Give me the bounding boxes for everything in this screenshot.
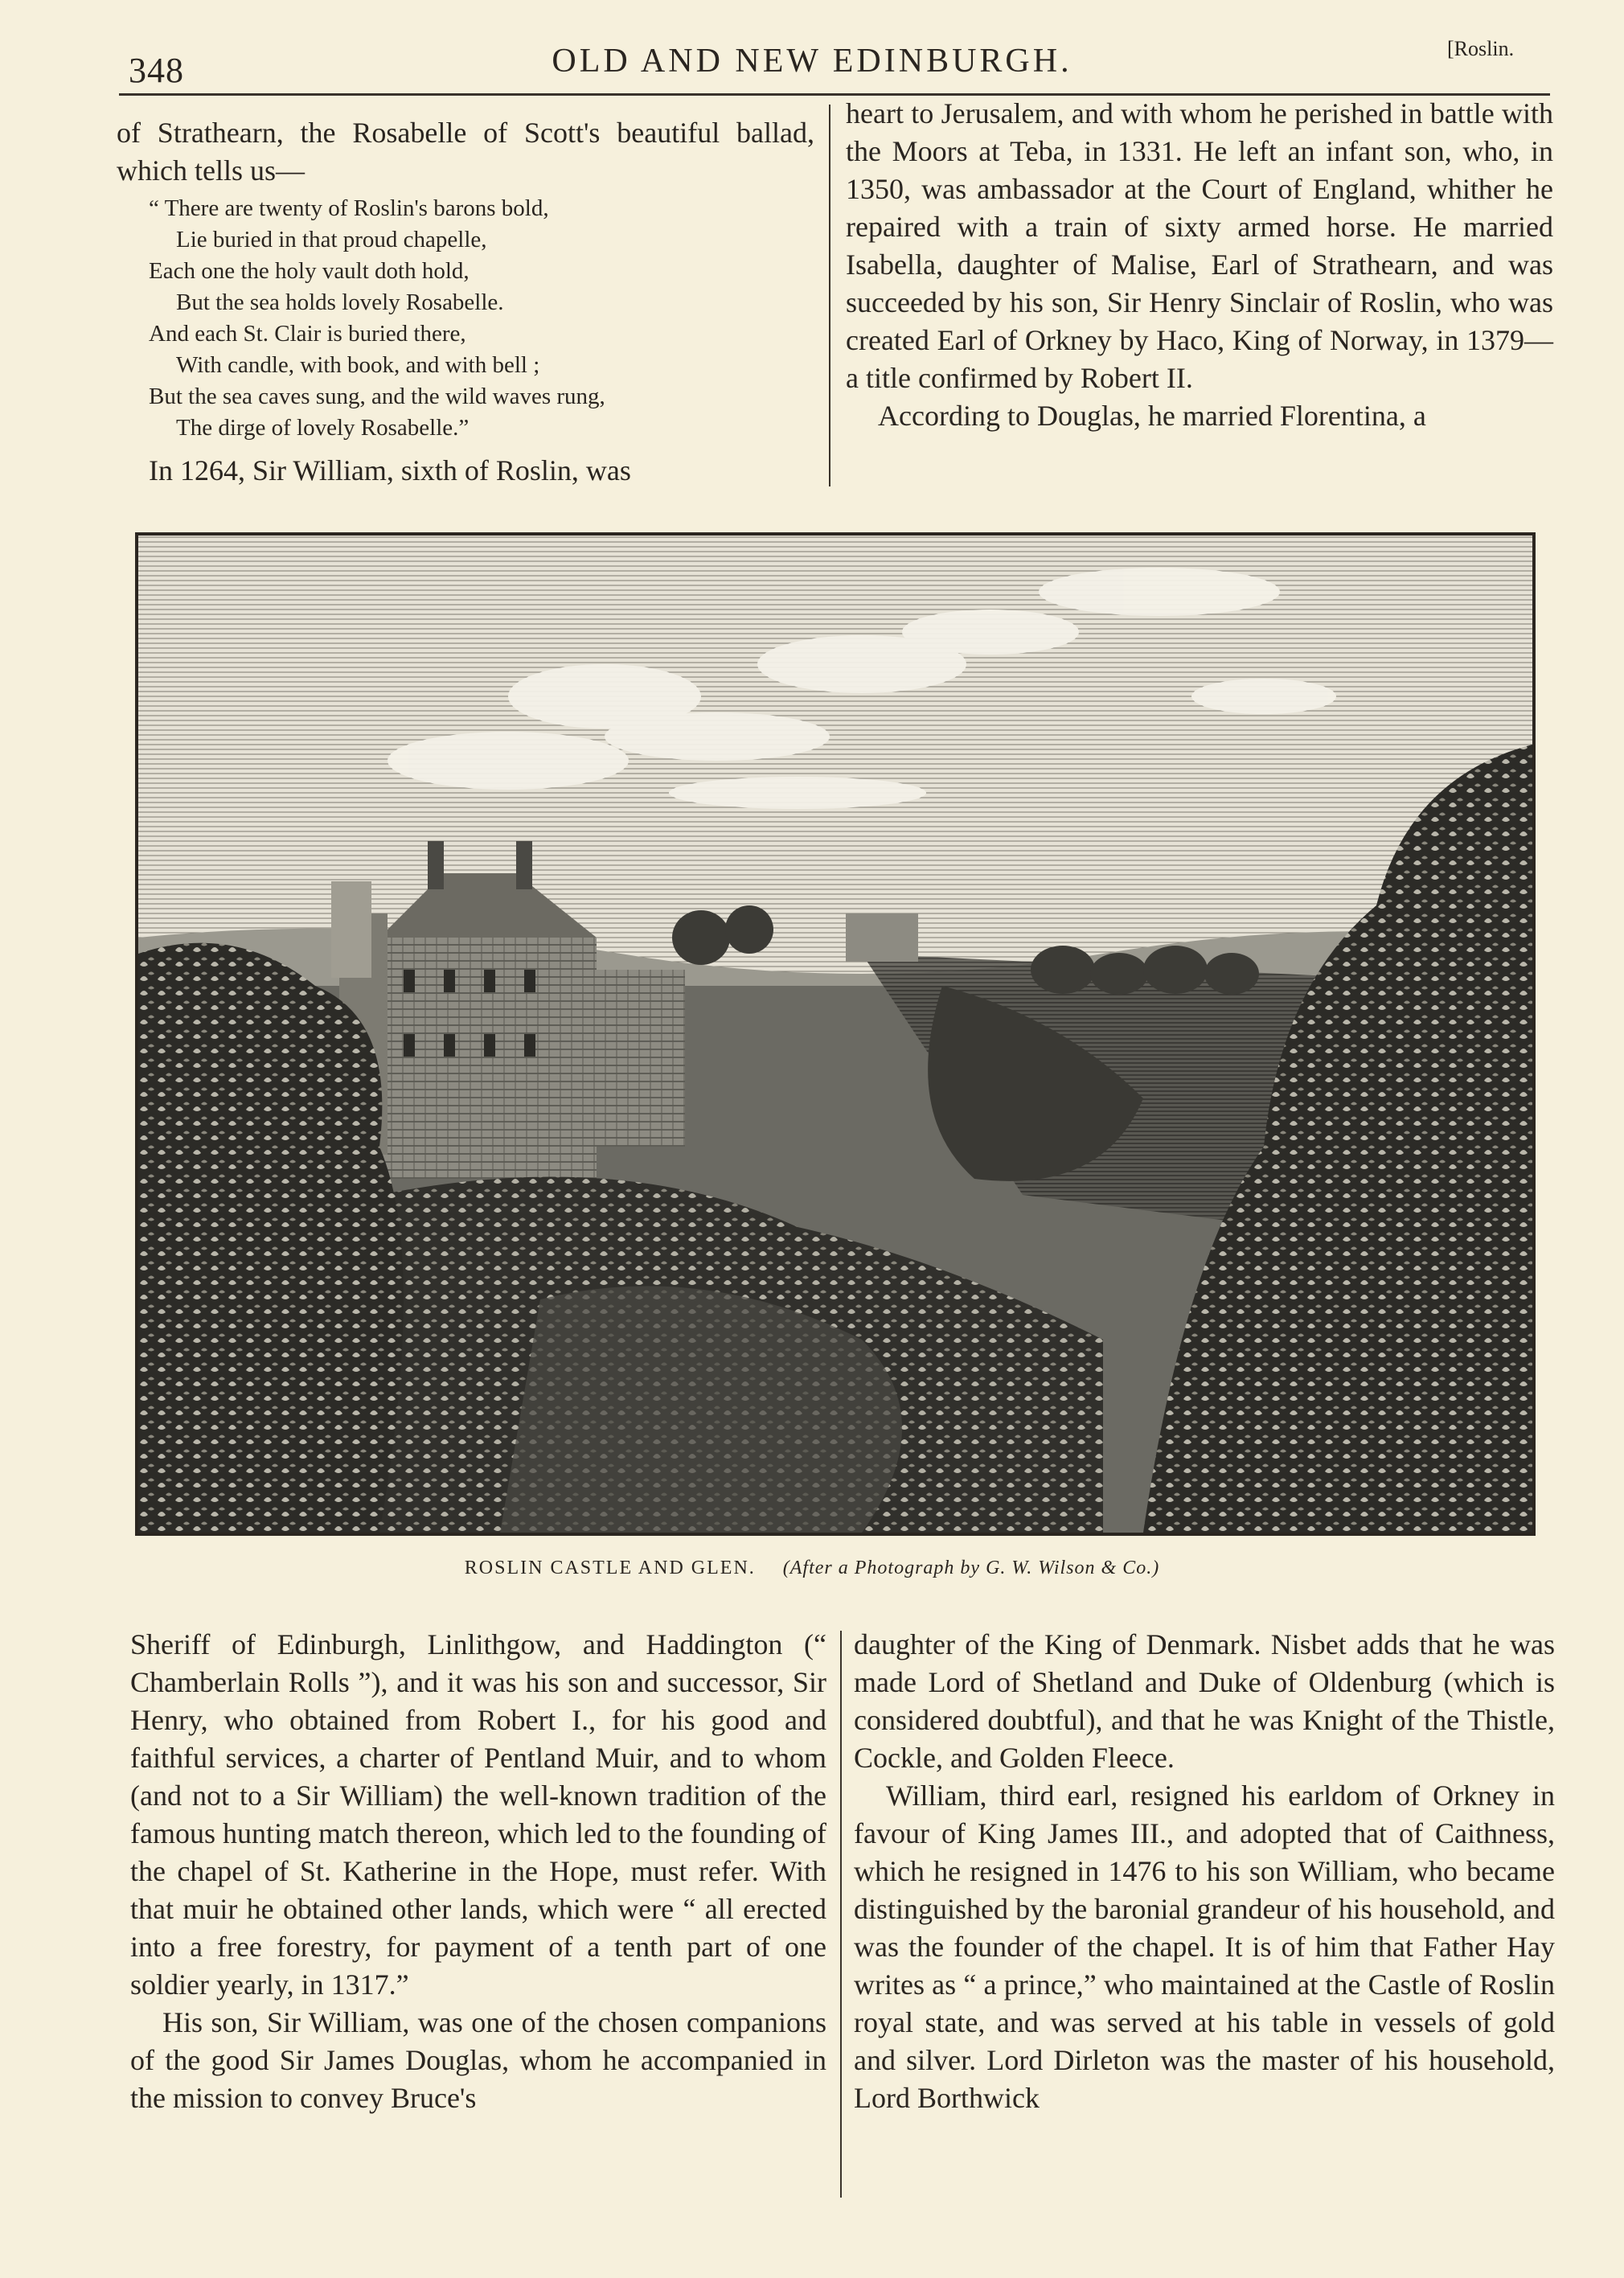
running-title: OLD AND NEW EDINBURGH. <box>552 43 1072 80</box>
paragraph: heart to Jerusalem, and with whom he perished in battle with the Moors at Teba, in 1331. He left an infant son, who, in 1350, was ambassador at the Court of England, whither he repaired with a train of sixty armed horse. He married Isabella, daughter of Malise, Earl of Strathearn, and was succeeded by his son, Sir Henry Sinclair of Roslin, who was created Earl of Orkney by Haco, King of Norway, in 1379—a title confirmed by Robert II. <box>846 97 1553 394</box>
paragraph: William, third earl, resigned his earldom of Orkney in favour of King James III., and adopted that of Caithness, which he resigned in 1476 to his son William, who became distinguished by the baronial grandeur of his household, and was the founder of the chapel. It is of him that Father Hay writes as “ a prince,” who maintained at the Castle of Roslin royal state, and was served at his table in vessels of gold and silver. Lord Dirleton was the master of his household, Lord Borthwick <box>854 1779 1555 2114</box>
verse-line: The dirge of lovely Rosabelle.” <box>176 415 470 441</box>
roslin-castle-engraving <box>138 536 1532 1533</box>
column-top-left <box>117 114 814 490</box>
page-number: 348 <box>129 51 184 90</box>
paragraph: According to Douglas, he married Florentina, a <box>878 400 1426 432</box>
verse-line: But the sea caves sung, and the wild waves rung, <box>149 384 605 409</box>
paragraph: His son, Sir William, was one of the chosen companions of the good Sir James Douglas, whom he accompanied in the mission to convey Bruce's <box>130 2006 826 2114</box>
ballad-verse <box>149 193 814 444</box>
column-bottom-right <box>854 1626 1555 2117</box>
figure-caption <box>0 1558 1624 1579</box>
column-divider-bottom <box>840 1631 842 2198</box>
column-top-right <box>846 95 1553 435</box>
column-divider-top <box>829 105 830 486</box>
section-tag: [Roslin. <box>1447 37 1515 60</box>
verse-line: But the sea holds lovely Rosabelle. <box>176 289 504 315</box>
caption-title: ROSLIN CASTLE AND GLEN. <box>464 1558 756 1578</box>
paragraph: daughter of the King of Denmark. Nisbet adds that he was made Lord of Shetland and Duke of Oldenburg (which is considered doubtful), and that he was Knight of the Thistle, Cockle, and Golden Fleece. <box>854 1628 1555 1774</box>
verse-line: With candle, with book, and with bell ; <box>176 352 540 378</box>
caption-credit: (After a Photograph by G. W. Wilson & Co.) <box>782 1558 1160 1578</box>
column-bottom-left <box>130 1626 826 2117</box>
verse-line: Lie buried in that proud chapelle, <box>176 227 487 252</box>
paragraph: In 1264, Sir William, sixth of Roslin, was <box>149 454 631 486</box>
verse-line: “ There are twenty of Roslin's barons bold, <box>149 195 549 221</box>
verse-line: And each St. Clair is buried there, <box>149 321 466 347</box>
paragraph: Sheriff of Edinburgh, Linlithgow, and Haddington (“ Chamberlain Rolls ”), and it was his son and successor, Sir Henry, who obtained from Robert I., for his good and faithful services, a charter of Pentland Muir, and to whom (and not to a Sir William) the well-known tradition of the famous hunting match thereon, which led to the founding of the chapel of St. Katherine in the Hope, must refer. With that muir he obtained other lands, which were “ all erected into a free forestry, for payment of a tenth part of one soldier yearly, in 1317.” <box>130 1628 826 2001</box>
intro-paragraph: of Strathearn, the Rosabelle of Scott's beautiful ballad, which tells us— <box>117 117 814 187</box>
verse-line: Each one the holy vault doth hold, <box>149 258 470 284</box>
engraving-illustration <box>135 532 1536 1536</box>
